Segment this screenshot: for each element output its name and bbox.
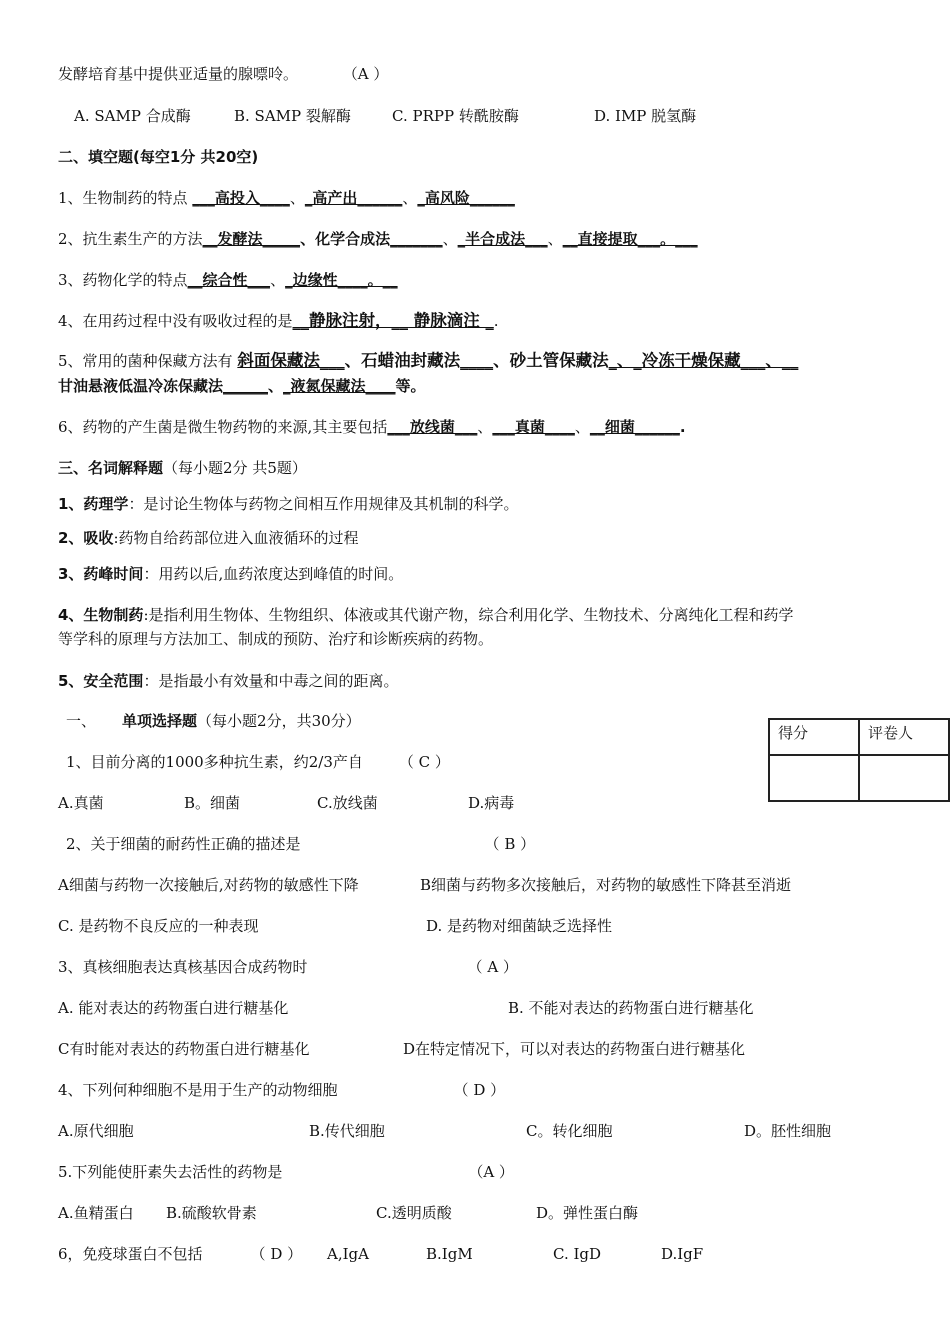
option-c: C有时能对表达的药物蛋白进行糖基化 <box>58 1040 310 1058</box>
option-d: D.IgF <box>661 1245 704 1263</box>
option-b: B. 不能对表达的药物蛋白进行糖基化 <box>508 999 754 1017</box>
option-d: D。弹性蛋白酶 <box>536 1204 639 1222</box>
answer-mark: （A ） <box>342 65 389 83</box>
option-c: C。转化细胞 <box>526 1122 613 1140</box>
option-c: C.透明质酸 <box>376 1204 452 1222</box>
mc-q3: 3、真核细胞表达真核基因合成药物时 （ A ） <box>58 958 518 976</box>
option-c: C.放线菌 <box>317 794 378 812</box>
fill-q5-line1: 5、常用的菌种保藏方法有 斜面保藏法___、石蜡油封藏法____、砂土管保藏法_、_冷冻干燥保藏___、__ <box>58 351 799 370</box>
option-a: A.鱼精蛋白 <box>58 1204 134 1222</box>
option-a: A,IgA <box>327 1245 369 1263</box>
term-item: 2、吸收:药物自给药部位进入血液循环的过程 <box>58 529 359 547</box>
fill-section-heading: 二、填空题(每空1分 共20空) <box>58 148 259 166</box>
question-tail: 发酵培育基中提供亚适量的腺嘌呤。 （A ） <box>58 65 389 83</box>
score-header: 得分 <box>769 719 859 755</box>
term-item: 3、药峰时间：用药以后,血药浓度达到峰值的时间。 <box>58 565 404 583</box>
option-a: A细菌与药物一次接触后,对药物的敏感性下降 <box>58 876 359 894</box>
mc-section-heading: 一、 单项选择题（每小题2分，共30分） <box>66 712 361 730</box>
mc-q1: 1、目前分离的1000多种抗生素，约2/3产自 （ C ） <box>66 753 450 771</box>
option-d: D. IMP 脱氢酶 <box>594 107 697 125</box>
fill-q6: 6、药物的产生菌是微生物药物的来源,其主要包括___放线菌___、___真菌____、__细菌______. <box>58 418 686 436</box>
option-b: B.IgM <box>426 1245 473 1263</box>
term-item-continued: 等学科的原理与方法加工、制成的预防、治疗和诊断疾病的药物。 <box>58 630 494 648</box>
option-d: D.病毒 <box>468 794 515 812</box>
option-b: B.传代细胞 <box>309 1122 385 1140</box>
option-b: B。细菌 <box>184 794 241 812</box>
option-a: A. SAMP 合成酶 <box>74 107 191 125</box>
term-item: 5、安全范围：是指最小有效量和中毒之间的距离。 <box>58 672 399 690</box>
score-cell[interactable] <box>769 755 859 801</box>
fill-q1: 1、生物制药的特点 ___高投入____、_高产出______、_高风险______ <box>58 189 515 207</box>
terms-section-heading: 三、名词解释题（每小题2分 共5题） <box>58 459 307 477</box>
term-item: 1、药理学：是讨论生物体与药物之间相互作用规律及其机制的科学。 <box>58 495 519 513</box>
fill-q2: 2、抗生素生产的方法__发酵法_____、化学合成法_______、_半合成法___、__直接提取___。___ <box>58 230 698 248</box>
term-item: 4、生物制药:是指利用生物体、生物组织、体液或其代谢产物，综合利用化学、生物技术、分离纯化工程和药学 <box>58 606 794 624</box>
option-c: C. PRPP 转酰胺酶 <box>392 107 519 125</box>
option-a: A.真菌 <box>58 794 104 812</box>
option-b: B细菌与药物多次接触后，对药物的敏感性下降甚至消逝 <box>420 876 792 894</box>
option-a: A. 能对表达的药物蛋白进行糖基化 <box>58 999 289 1017</box>
option-d: D。胚性细胞 <box>744 1122 832 1140</box>
mc-q2: 2、关于细菌的耐药性正确的描述是 （ B ） <box>66 835 536 853</box>
fill-q3: 3、药物化学的特点__综合性___、_边缘性____。__ <box>58 271 398 289</box>
mc-q6: 6，免疫球蛋白不包括 （ D ） <box>58 1245 303 1263</box>
grader-header: 评卷人 <box>859 719 949 755</box>
fill-q4: 4、在用药过程中没有吸收过程的是__静脉注射，__ 静脉滴注 _. <box>58 311 499 330</box>
option-c: C. IgD <box>553 1245 602 1263</box>
option-b: B. SAMP 裂解酶 <box>234 107 351 125</box>
mc-q4: 4、下列何种细胞不是用于生产的动物细胞 （ D ） <box>58 1081 506 1099</box>
option-b: B.硫酸软骨素 <box>166 1204 257 1222</box>
option-d: D. 是药物对细菌缺乏选择性 <box>426 917 613 935</box>
mc-q5: 5.下列能使肝素失去活性的药物是 （A ） <box>58 1163 514 1181</box>
fill-q5-line2: 甘油悬液低温冷冻保藏法______、_液氮保藏法____等。 <box>58 377 426 395</box>
option-c: C. 是药物不良反应的一种表现 <box>58 917 259 935</box>
grader-cell[interactable] <box>859 755 949 801</box>
option-a: A.原代细胞 <box>58 1122 134 1140</box>
score-table <box>768 718 950 802</box>
option-d: D在特定情况下，可以对表达的药物蛋白进行糖基化 <box>403 1040 746 1058</box>
